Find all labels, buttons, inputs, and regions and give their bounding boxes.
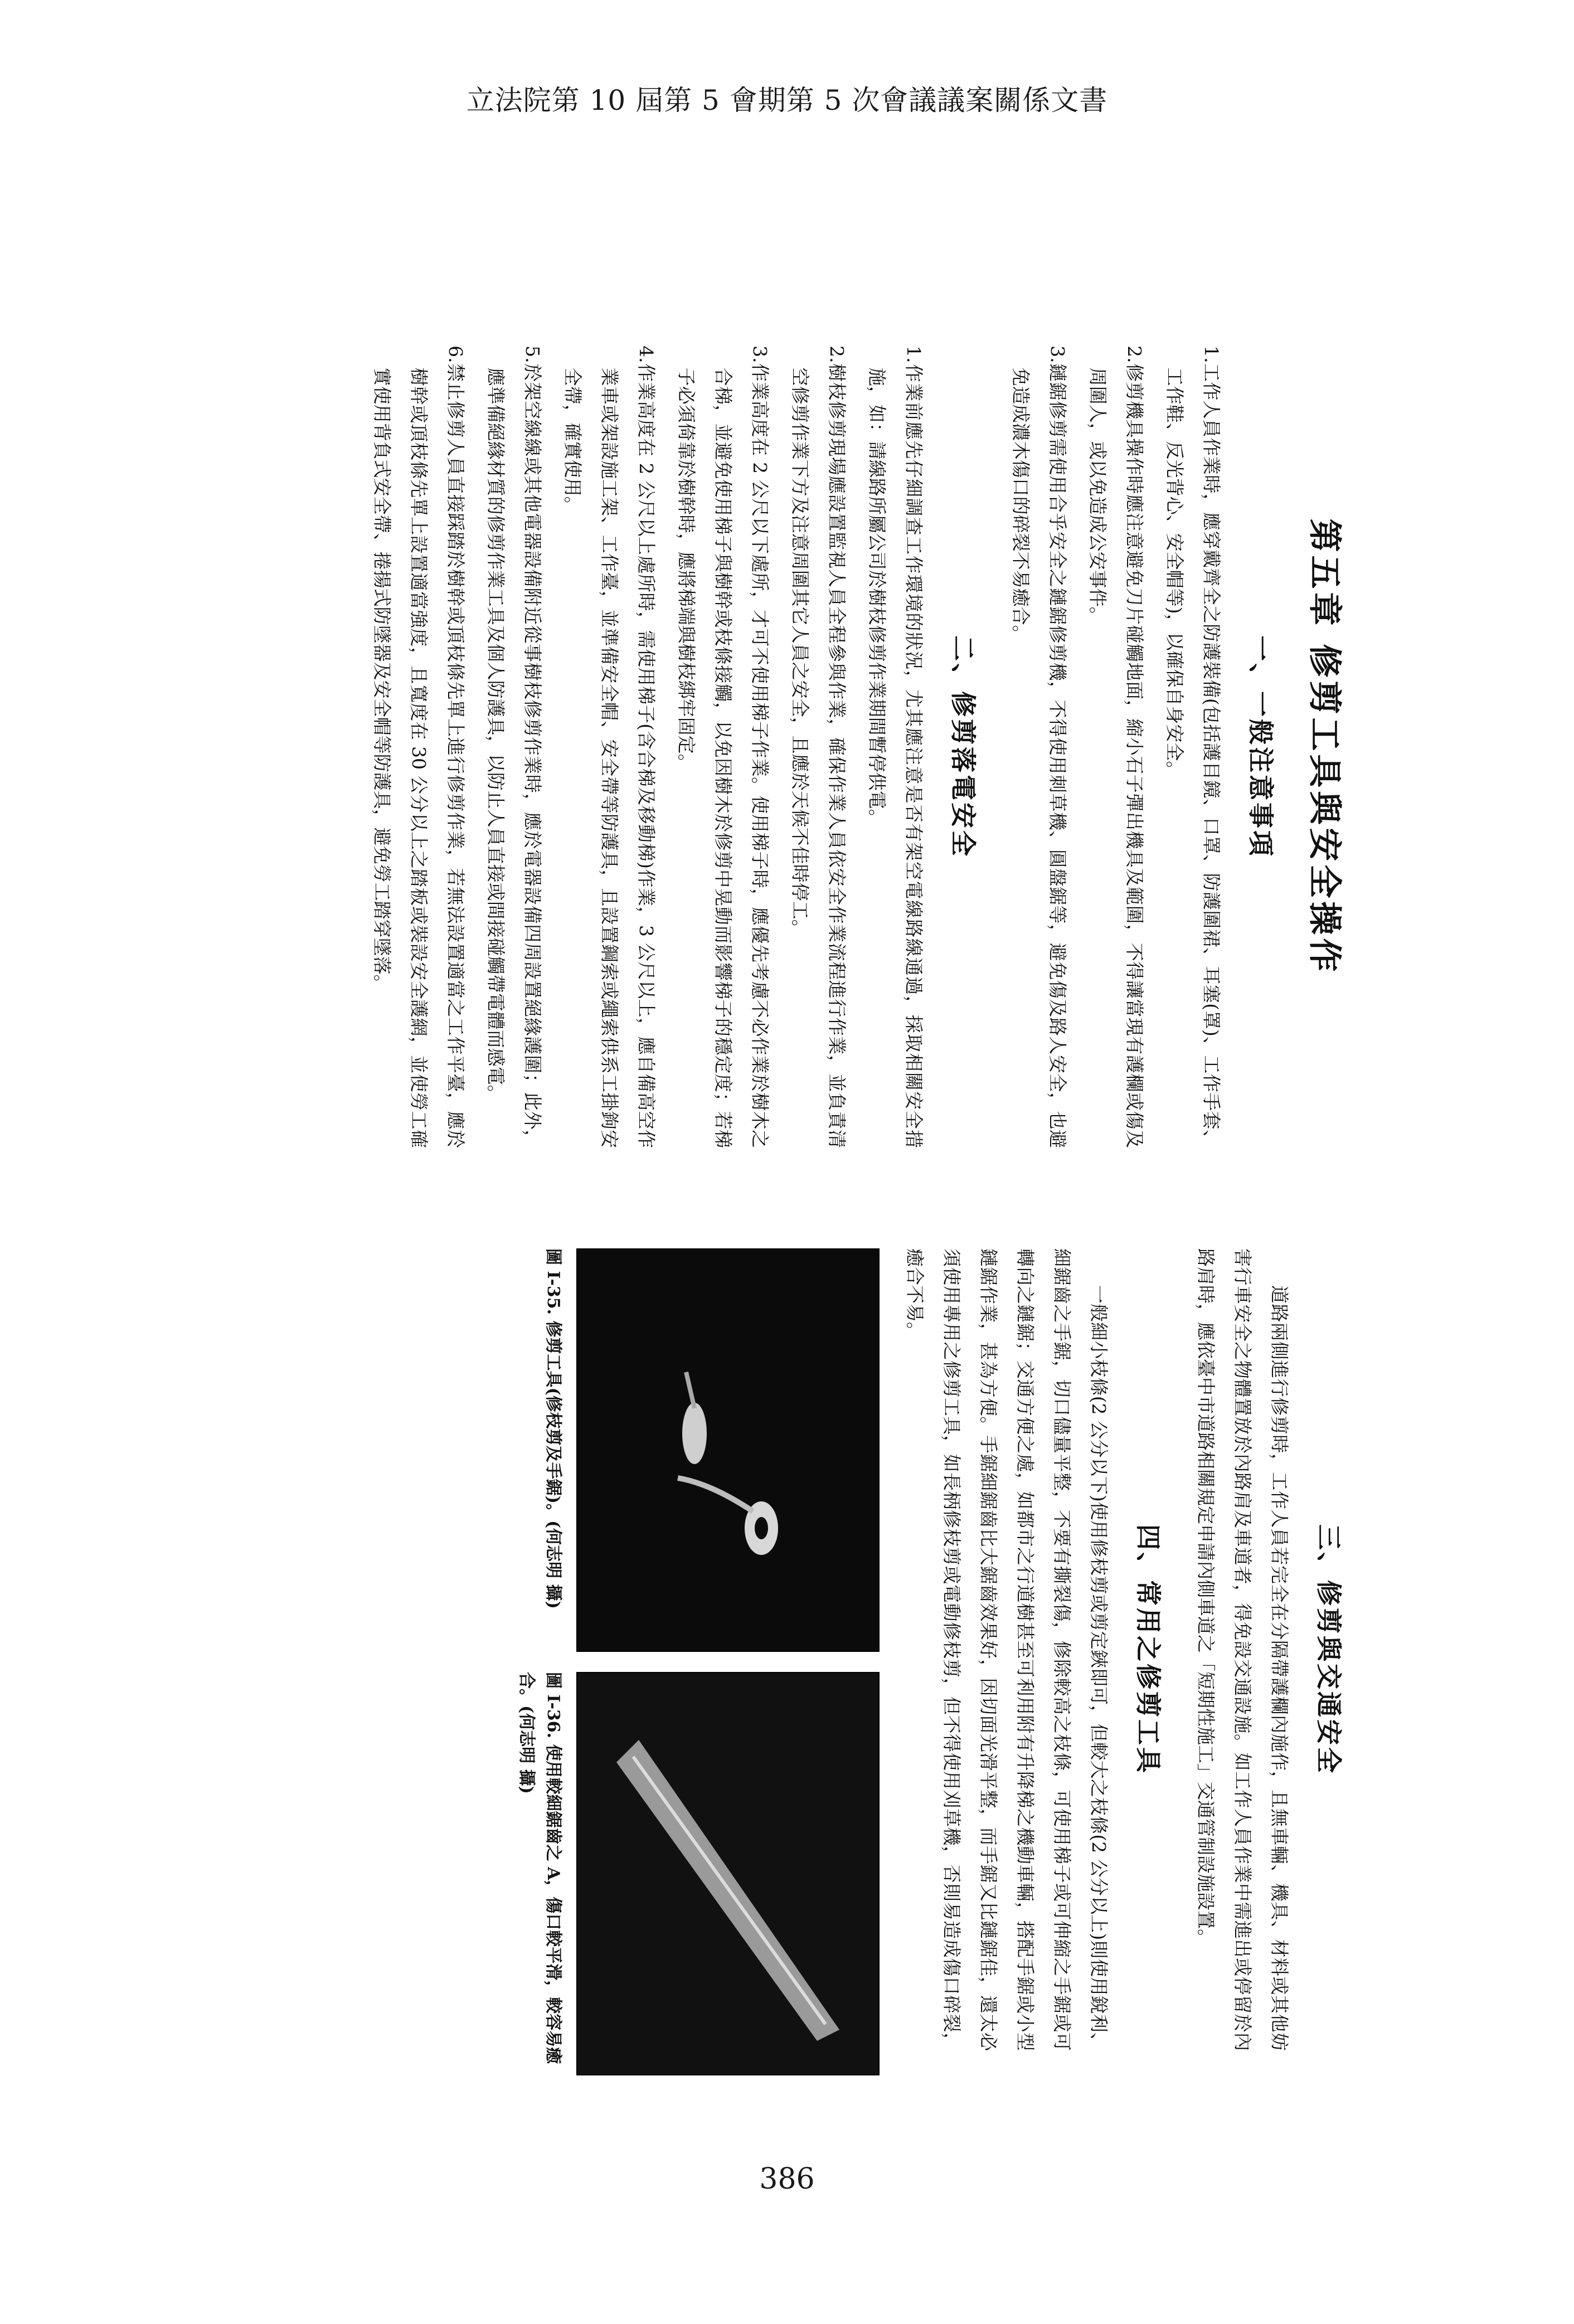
left-column — [286, 318, 1390, 1176]
figure-caption: 圖 I-36. 使用較細鋸齒之 A，傷口較平滑，較容易癒合。(何志明 攝) — [517, 1672, 563, 2064]
document-header: 立法院第 10 屆第 5 會期第 5 次會議議案關係文書 — [466, 84, 1108, 116]
photo-pruning-tools — [576, 1248, 880, 1652]
section-title-common-tools: 四、常用之修剪工具 — [1133, 1524, 1163, 1775]
right-column — [286, 1221, 1390, 2079]
section-title-traffic-safety: 三、修剪與交通安全 — [1314, 1524, 1344, 1775]
paragraph-traffic-safety: 道路兩側進行修剪時，工作人員若完全在分隔帶護欄內施作，且無車輛、機具、材料或其他妨害行車安全之物體置放於內路肩及車道者，得免設交通設施。如工作人員作業中需進出或停留於內路肩時，應依臺中市道路相關規定申請內側車道之「短期性施工」交通管制設施設置。 — [1195, 1248, 1290, 2051]
list-item: 2.修剪機具操作時應注意避免刀片碰觸地面，縮小石子彈出機具及範圍，不得讓當現有護欄或傷及周圍人，或以免造成公安事件。 — [1087, 346, 1145, 1148]
section-title-electric-safety: 二、修剪落電安全 — [948, 635, 978, 858]
photo-saw-cut — [576, 1672, 880, 2075]
list-item: 3.鏈鋸修剪需使用合乎安全之鏈鋸修剪機，不得使用刺草機、圓盤鋸等，避免傷及路人安全，也避免造成濃木傷口的碎裂不易癒合。 — [1010, 346, 1068, 1148]
list-item: 5.於架空線線或其他電器設備附近從事樹枝修剪作業時，應於電器設備四周設置絕緣護圍；此外，應準備絕緣材質的修剪作業工具及個人防護具，以防止人員直接或間接碰觸帶電體而感電。 — [485, 346, 543, 1148]
list-item: 4.作業高度在 2 公尺以上處所時，需使用梯子(含合梯及移動梯)作業，3 公尺以上，應自備高空作業車或架設施工架、工作臺，並準備安全帽、安全帶等防護具，且設置鋼索或繩索供系工掛鉤安全帶，確實使用。 — [562, 346, 657, 1148]
section-title-general: 一、一般注意事項 — [1246, 635, 1276, 858]
pruning-tools-illustration — [577, 1249, 878, 1651]
figure-saw-cut — [513, 1672, 880, 2073]
list-item: 1.工作人員作業時，應穿戴齊全之防護裝備(包括護目鏡、口罩、防護圍裙、耳塞(罩)、工作手套、工作鞋、反光背心、安全帽等)，以確保自身安全。 — [1164, 346, 1222, 1148]
page-number: 386 — [759, 2162, 815, 2196]
chapter-title: 第五章 修剪工具與安全操作 — [1305, 518, 1344, 975]
list-item: 2.樹枝修剪現場應設置監視人員全程參與作業，確保作業人員依安全作業流程進行作業，並負責清空修剪作業下方及注意周圍其它人員之安全，且應於天候不佳時停工。 — [789, 346, 848, 1148]
rotated-scanned-page — [286, 318, 1390, 2079]
figure-caption: 圖 I-35. 修剪工具(修枝剪及手鋸)。(何志明 攝) — [543, 1248, 563, 1609]
list-item: 1.作業前應先仔細調查工作環境的狀況，尤其應注意是否有架空電線路線通過，採取相關安全措施，如：請線路所屬公司於樹枝修剪作業期間暫停供電。 — [866, 346, 925, 1148]
paragraph-common-tools: 一般細小枝條(2 公分以下)使用修枝剪或剪定鋏即可，但較大之枝條(2 公分以上)則使用銳利、細鋸齒之手鋸，切口儘量平整，不要有撕裂傷，修除較高之枝條，可使用梯子或可伸縮之手鋸或可轉向之鏈鋸；交通方便之處，如都市之行道樹甚至可利用附有升降梯之機動車輛，搭配手鋸或小型鏈鋸作業，甚為方便。手鋸細鋸齒比大鋸齒效果好，因切面光滑平整，而手鋸又比鏈鋸佳，還太必須使用專用之修剪工具，如長柄修枝剪或電動修枝剪，但不得使用刈草機，否則易造成傷口碎裂，癒合不易。 — [904, 1248, 1110, 2051]
list-item: 6.禁止修剪人員直接踩踏於樹幹或頂枝條先單上進行修剪作業，若無法設置適當之工作平臺，應於樹幹或頂枝條先單上設置適當強度，且寬度在 30 公分以上之踏板或裝設安全護網，並使勞工確實使用背負式安全帶、捲揚式防墜器及安全帽等防護具，避免勞工踏穿墜落。 — [371, 346, 467, 1148]
saw-cut-illustration — [577, 1673, 878, 2074]
list-item: 3.作業高度在 2 公尺以下處所，才可不使用梯子作業。使用梯子時，應優先考慮不必作業於樹木之合梯，並避免使用梯子與樹幹或枝條接觸，以免因樹木於修剪中晃動而影響梯子的穩定度；若梯子必須倚靠於樹幹時，應將梯端與樹枝綁牢固定。 — [676, 346, 771, 1148]
figure-pruning-tools — [513, 1248, 880, 1650]
figure-row — [513, 1248, 880, 2064]
